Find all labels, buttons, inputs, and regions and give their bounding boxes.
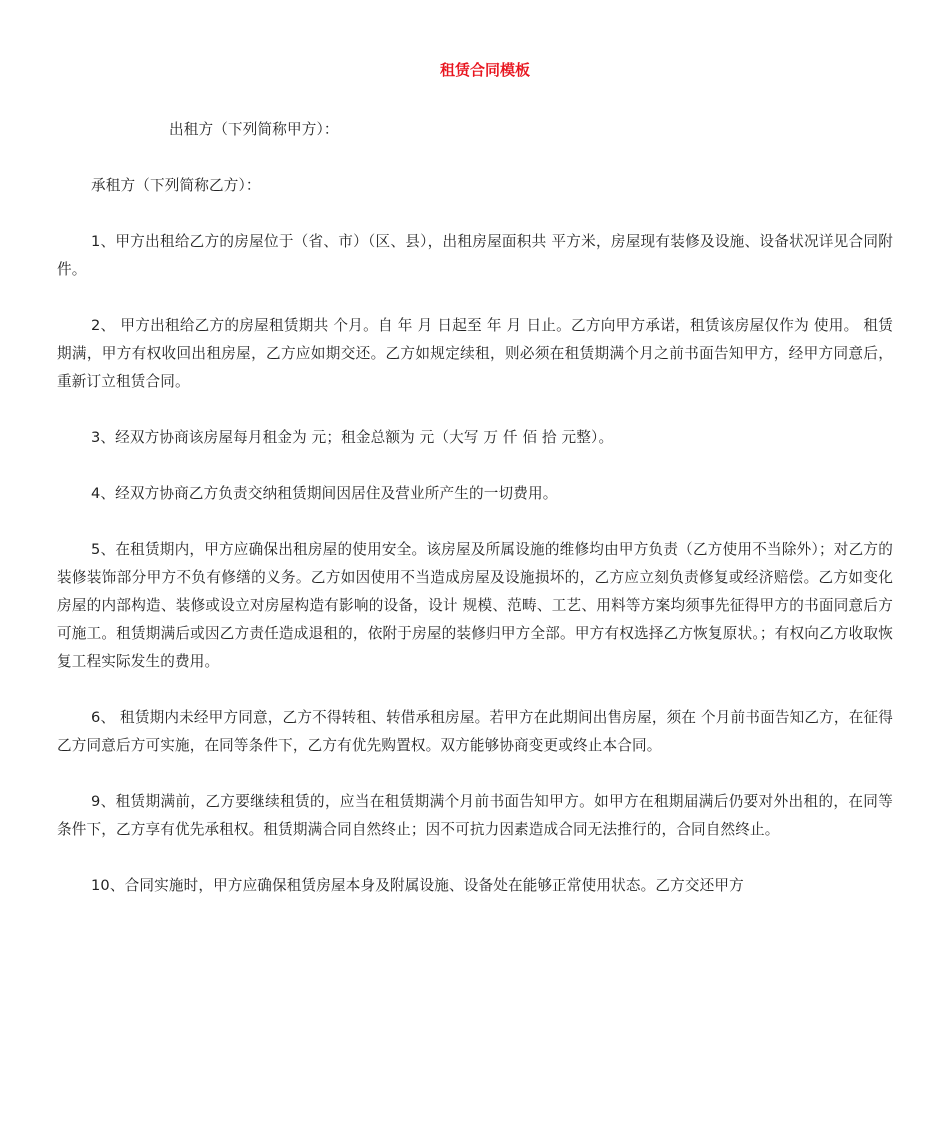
clause-5: 5、在租赁期内，甲方应确保出租房屋的使用安全。该房屋及所属设施的维修均由甲方负责（乙方使用不当除外）；对乙方的装修装饰部分甲方不负有修缮的义务。乙方如因使用不当造成房屋及设施损坏的，乙方应立刻负责修复或经济赔偿。乙方如变化房屋的内部构造、装修或设立对房屋构造有影响的设备，设计 规模、范畴、工艺、用料等方案均须事先征得甲方的书面同意后方可施工。租赁期满后或因乙方责任造成退租的，依附于房屋的装修归甲方全部。甲方有权选择乙方恢复原状。；有权向乙方收取恢复工程实际发生的费用。 [57,541,893,670]
clause-10: 10、合同实施时，甲方应确保租赁房屋本身及附属设施、设备处在能够正常使用状态。乙方交还甲方 [91,877,744,894]
lessee-line: 承租方（下列简称乙方）： [91,177,261,194]
clause-3: 3、经双方协商该房屋每月租金为 元；租金总额为 元（大写 万 仟 佰 拾 元整）。 [91,429,614,446]
lessor-line: 出租方（下列简称甲方）： [169,121,339,138]
clause-9: 9、租赁期满前，乙方要继续租赁的，应当在租赁期满个月前书面告知甲方。如甲方在租期届满后仍要对外出租的，在同等条件下，乙方享有优先承租权。租赁期满合同自然终止；因不可抗力因素造成合同无法推行的，合同自然终止。 [57,793,893,838]
document-title: 租赁合同模板 [439,61,530,79]
clause-2: 2、 甲方出租给乙方的房屋租赁期共 个月。自 年 月 日起至 年 月 日止。乙方向甲方承诺，租赁该房屋仅作为 使用。 租赁期满，甲方有权收回出租房屋，乙方应如期交还。乙方如规定续租，则必须在租赁期满个月之前书面告知甲方，经甲方同意后，重新订立租赁合同。 [57,317,893,390]
clause-1: 1、甲方出租给乙方的房屋位于（省、市）（区、县），出租房屋面积共 平方米，房屋现有装修及设施、设备状况详见合同附件。 [57,233,893,278]
clause-4: 4、经双方协商乙方负责交纳租赁期间因居住及营业所产生的一切费用。 [91,485,558,502]
clause-6: 6、 租赁期内未经甲方同意，乙方不得转租、转借承租房屋。若甲方在此期间出售房屋，须在 个月前书面告知乙方，在征得乙方同意后方可实施，在同等条件下，乙方有优先购置权。双方能够协商变更或终止本合同。 [57,709,893,754]
